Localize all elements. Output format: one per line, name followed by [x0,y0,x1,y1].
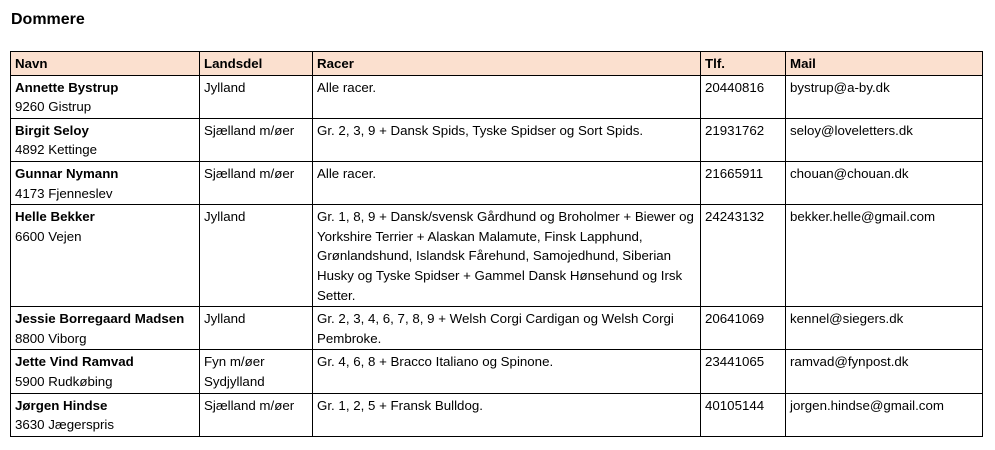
cell-mail: bystrup@a-by.dk [786,75,983,118]
cell-region [200,161,313,204]
table-row [11,205,983,307]
judge-region: Sjælland m/øer [204,122,295,138]
cell-mail: kennel@siegers.dk [786,307,983,350]
cell-breeds: Alle racer. [313,75,701,118]
cell-mail: seloy@loveletters.dk [786,118,983,161]
table-row [11,350,983,393]
cell-mail: chouan@chouan.dk [786,161,983,204]
cell-phone: 40105144 [701,393,786,436]
cell-name [11,205,200,307]
cell-phone: 21665911 [701,161,786,204]
table-row [11,393,983,436]
cell-phone: 20440816 [701,75,786,118]
cell-mail: jorgen.hindse@gmail.com [786,393,983,436]
table-row [11,307,983,350]
judge-name: Gunnar Nymann [15,165,119,181]
cell-region [200,393,313,436]
header-mail: Mail [786,52,983,76]
table-row [11,161,983,204]
header-name: Navn [11,52,200,76]
cell-name [11,307,200,350]
judge-city: 5900 Rudkøbing [15,373,113,389]
judge-region: Jylland [204,209,246,225]
judge-city: 6600 Vejen [15,228,82,244]
cell-mail: bekker.helle@gmail.com [786,205,983,307]
cell-name [11,161,200,204]
judge-name: Birgit Seloy [15,122,89,138]
judge-city: 4892 Kettinge [15,142,98,158]
cell-breeds: Alle racer. [313,161,701,204]
cell-phone: 20641069 [701,307,786,350]
cell-name [11,350,200,393]
judge-city: 8800 Viborg [15,330,87,346]
judge-region: Sydjylland [204,373,265,389]
judge-city: 3630 Jægerspris [15,417,115,433]
judge-region: Sjælland m/øer [204,165,295,181]
table-row [11,75,983,118]
cell-region [200,118,313,161]
judge-region: Jylland [204,311,246,327]
judge-name: Helle Bekker [15,209,95,225]
cell-breeds: Gr. 2, 3, 9 + Dansk Spids, Tyske Spidser og Sort Spids. [313,118,701,161]
cell-region [200,75,313,118]
judge-region: Fyn m/øer [204,354,265,370]
cell-phone: 21931762 [701,118,786,161]
judge-name: Jette Vind Ramvad [15,354,134,370]
cell-region [200,350,313,393]
judge-name: Jørgen Hindse [15,397,108,413]
cell-phone: 23441065 [701,350,786,393]
cell-region [200,307,313,350]
cell-name [11,118,200,161]
cell-region [200,205,313,307]
judge-name: Jessie Borregaard Madsen [15,311,185,327]
judge-city: 9260 Gistrup [15,99,92,115]
header-breeds: Racer [313,52,701,76]
cell-name [11,393,200,436]
judge-region: Jylland [204,79,246,95]
cell-mail: ramvad@fynpost.dk [786,350,983,393]
cell-breeds: Gr. 1, 8, 9 + Dansk/svensk Gårdhund og Broholmer + Biewer og Yorkshire Terrier + Alaskan Malamute, Finsk Lapphund, Grønlandshund, Islandsk Fårehund, Samojedhund, Siberian Husky og Tyske Spidser + Gammel Dansk Hønsehund og Irsk Setter. [313,205,701,307]
header-region: Landsdel [200,52,313,76]
judge-region: Sjælland m/øer [204,397,295,413]
judge-city: 4173 Fjenneslev [15,185,113,201]
header-phone: Tlf. [701,52,786,76]
cell-breeds: Gr. 1, 2, 5 + Fransk Bulldog. [313,393,701,436]
page-title: Dommere [11,11,85,28]
cell-phone: 24243132 [701,205,786,307]
table-header-row [11,52,983,76]
cell-breeds: Gr. 2, 3, 4, 6, 7, 8, 9 + Welsh Corgi Cardigan og Welsh Corgi Pembroke. [313,307,701,350]
cell-name [11,75,200,118]
cell-breeds: Gr. 4, 6, 8 + Bracco Italiano og Spinone. [313,350,701,393]
table-row [11,118,983,161]
judge-name: Annette Bystrup [15,79,119,95]
judges-table [10,51,983,437]
